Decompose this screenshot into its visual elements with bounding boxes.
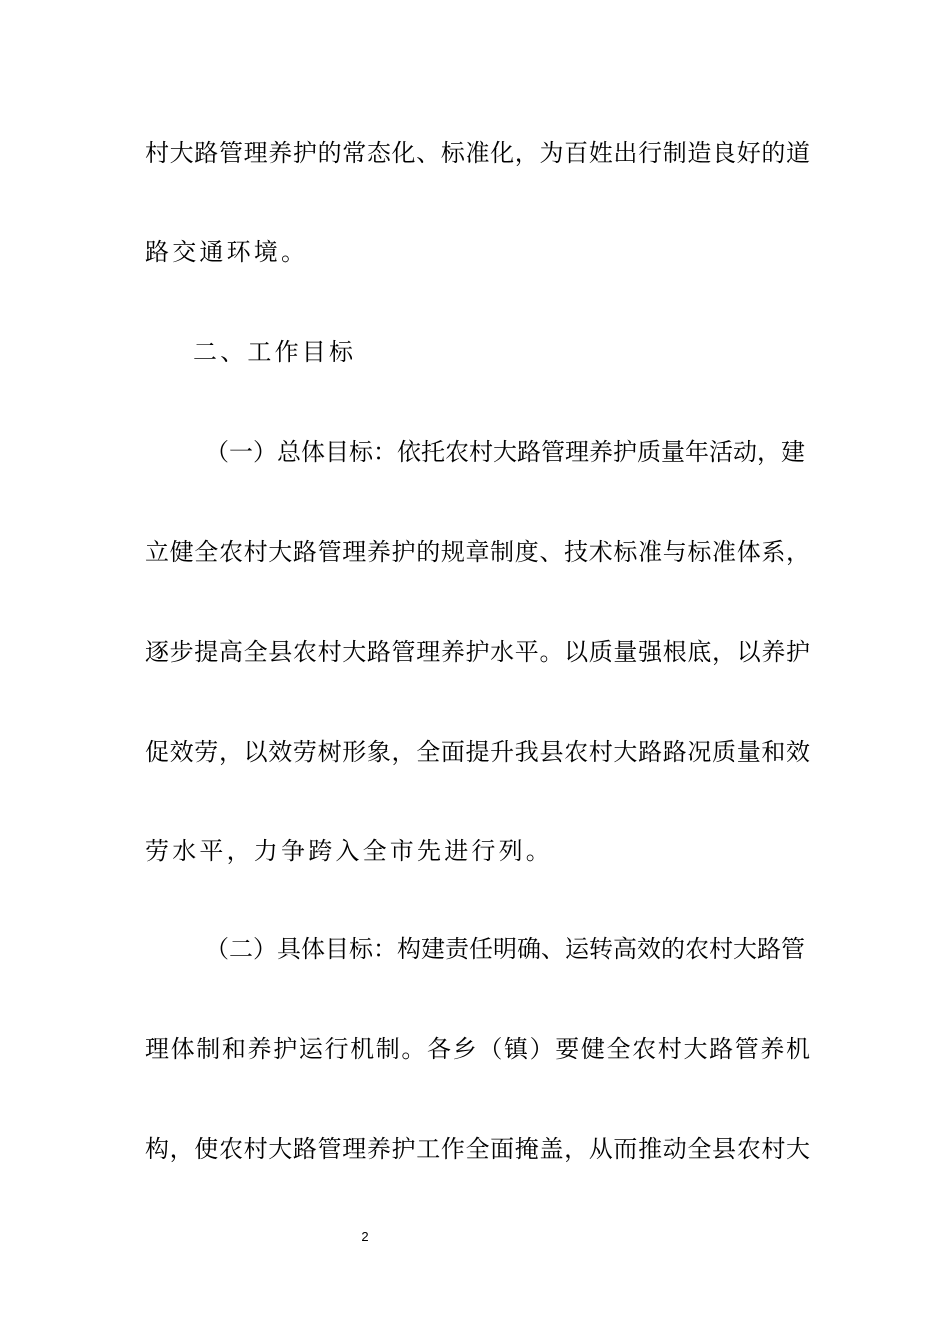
paragraph-line: 村大路管理养护的常态化、标准化，为百姓出行制造良好的道 [145,139,810,167]
paragraph-line: 路交通环境。 [145,238,309,266]
paragraph-line: 促效劳，以效劳树形象，全面提升我县农村大路路况质量和效 [145,738,810,766]
paragraph-line: （一）总体目标：依托农村大路管理养护质量年活动，建 [205,438,805,466]
paragraph-line: 构，使农村大路管理养护工作全面掩盖，从而推动全县农村大 [145,1135,810,1163]
paragraph-line: 逐步提高全县农村大路管理养护水平。以质量强根底，以养护 [145,638,810,666]
paragraph-line: 立健全农村大路管理养护的规章制度、技术标准与标准体系， [145,538,810,566]
page-number: 2 [361,1229,369,1244]
paragraph-line: 理体制和养护运行机制。各乡（镇）要健全农村大路管养机 [145,1035,810,1063]
section-heading: 二、工作目标 [193,338,357,366]
paragraph-line: 劳水平，力争跨入全市先进行列。 [145,837,553,865]
paragraph-line: （二）具体目标：构建责任明确、运转高效的农村大路管 [205,935,805,963]
